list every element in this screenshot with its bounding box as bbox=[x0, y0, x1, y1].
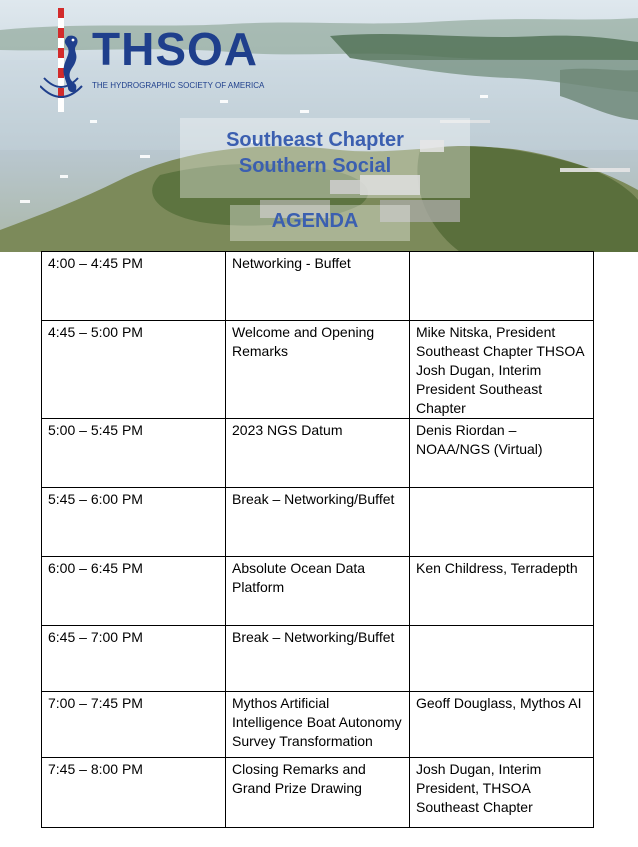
table-row bbox=[42, 626, 594, 692]
speaker-cell: Mike Nitska, President Southeast Chapter THSOA Josh Dugan, Interim President Southeast Chapter bbox=[410, 321, 594, 419]
speaker-cell: Josh Dugan, Interim President, THSOA Southeast Chapter bbox=[410, 758, 594, 828]
topic-cell: Break – Networking/Buffet bbox=[226, 626, 410, 692]
brand-wordmark: THSOA bbox=[92, 23, 258, 75]
topic-cell: Networking - Buffet bbox=[226, 252, 410, 321]
time-cell: 6:00 – 6:45 PM bbox=[42, 557, 226, 626]
event-title-line-1: Southeast Chapter bbox=[226, 129, 404, 151]
topic-cell: Closing Remarks and Grand Prize Drawing bbox=[226, 758, 410, 828]
event-title-line-2: Southern Social bbox=[238, 155, 392, 177]
table-row bbox=[42, 488, 594, 557]
speaker-cell bbox=[410, 626, 594, 692]
speaker-cell: Denis Riordan – NOAA/NGS (Virtual) bbox=[410, 419, 594, 488]
seahorse-logo-icon bbox=[40, 8, 90, 112]
agenda-heading: AGENDA bbox=[271, 210, 359, 232]
topic-cell: Break – Networking/Buffet bbox=[226, 488, 410, 557]
table-row bbox=[42, 419, 594, 488]
time-cell: 5:45 – 6:00 PM bbox=[42, 488, 226, 557]
topic-cell: Mythos Artificial Intelligence Boat Autonomy Survey Transformation bbox=[226, 692, 410, 758]
topic-cell: Welcome and Opening Remarks bbox=[226, 321, 410, 419]
time-cell: 4:00 – 4:45 PM bbox=[42, 252, 226, 321]
table-row bbox=[42, 252, 594, 321]
topic-cell: Absolute Ocean Data Platform bbox=[226, 557, 410, 626]
time-cell: 7:00 – 7:45 PM bbox=[42, 692, 226, 758]
header-banner bbox=[0, 0, 638, 252]
time-cell: 7:45 – 8:00 PM bbox=[42, 758, 226, 828]
table-row bbox=[42, 321, 594, 419]
agenda-table bbox=[41, 251, 594, 828]
thsoa-logo bbox=[40, 8, 300, 112]
speaker-cell: Ken Childress, Terradepth bbox=[410, 557, 594, 626]
brand-full-name: THE HYDROGRAPHIC SOCIETY OF AMERICA bbox=[92, 81, 265, 90]
speaker-cell: Geoff Douglass, Mythos AI bbox=[410, 692, 594, 758]
topic-cell: 2023 NGS Datum bbox=[226, 419, 410, 488]
table-row bbox=[42, 758, 594, 828]
time-cell: 5:00 – 5:45 PM bbox=[42, 419, 226, 488]
table-row bbox=[42, 557, 594, 626]
speaker-cell bbox=[410, 252, 594, 321]
table-row bbox=[42, 692, 594, 758]
time-cell: 6:45 – 7:00 PM bbox=[42, 626, 226, 692]
speaker-cell bbox=[410, 488, 594, 557]
time-cell: 4:45 – 5:00 PM bbox=[42, 321, 226, 419]
